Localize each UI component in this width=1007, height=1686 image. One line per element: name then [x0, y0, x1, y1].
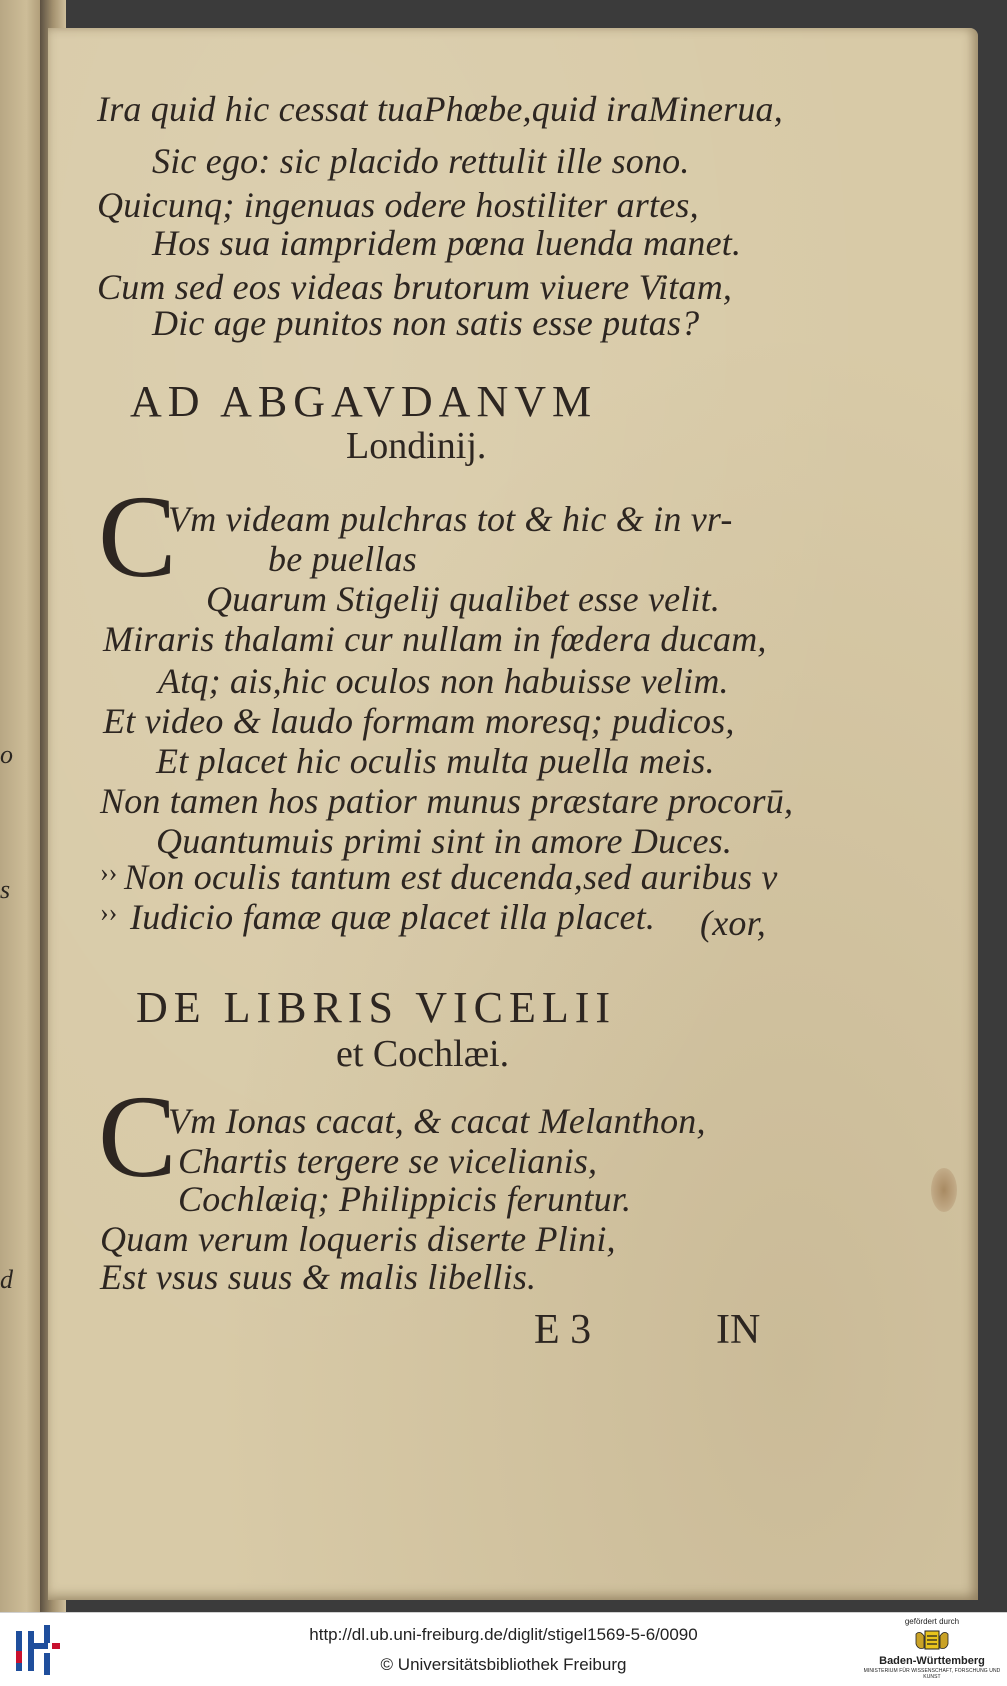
verse-line: Et placet hic oculis multa puella meis. [156, 741, 715, 781]
left-page-fragment: d [0, 1265, 13, 1294]
permalink-url[interactable]: http://dl.ub.uni-freiburg.de/diglit/stigel1569-5-6/0090 [309, 1625, 698, 1644]
verse-line: Quantumuis primi sint in amore Duces. [156, 821, 733, 861]
left-page-fragment: o [0, 740, 13, 769]
verse-line: Atq; ais,hic oculos non habuisse velim. [158, 661, 729, 701]
section-heading: AD ABGAVDANVM [130, 377, 598, 426]
verse-line: Sic ego: sic placido rettulit ille sono. [152, 141, 690, 181]
verse-turnover: (xor, [700, 903, 766, 943]
verse-line: Est vsus suus & malis libellis. [100, 1257, 537, 1297]
section-subheading: et Cochlæi. [336, 1033, 510, 1075]
quotation-mark: ›› [100, 858, 118, 887]
verse-line: Chartis tergere se vicelianis, [178, 1141, 598, 1181]
verse-line: Quicunq; ingenuas odere hostiliter artes, [97, 185, 699, 225]
copyright-notice: © Universitätsbibliothek Freiburg [380, 1655, 627, 1674]
verse-line: Quam verum loqueris diserte Plini, [100, 1219, 616, 1259]
verse-line: Miraris thalami cur nullam in fœdera ducam, [103, 619, 767, 659]
verse-line: Non oculis tantum est ducenda,sed auribus v [124, 857, 778, 897]
verse-line: Non tamen hos patior munus præstare procorū, [100, 781, 794, 821]
section-heading: DE LIBRIS VICELII [136, 983, 617, 1032]
paper-stain [931, 1168, 957, 1212]
funder-name: Baden-Württemberg [879, 1655, 985, 1667]
signature-mark: E 3 [534, 1307, 592, 1353]
verse-line: be puellas [268, 539, 417, 579]
verse-line: Ira quid hic cessat tuaPhœbe,quid iraMinerua, [97, 89, 783, 129]
drop-cap: C [98, 471, 177, 602]
coat-of-arms-icon [912, 1628, 952, 1654]
section-subheading: Londinij. [346, 425, 487, 467]
verse-line: Iudicio famæ quæ placet illa placet. [130, 897, 656, 937]
verse-line: Cochlæiq; Philippicis feruntur. [178, 1179, 632, 1219]
left-page-edge [0, 0, 44, 1612]
viewer-footer [0, 1612, 1007, 1686]
verse-line: Dic age punitos non satis esse putas? [152, 303, 700, 343]
verse-line: Vm videam pulchras tot & hic & in vr- [168, 499, 733, 539]
verse-line: Hos sua iampridem pœna luenda manet. [152, 223, 742, 263]
verse-line: Et video & laudo formam moresq; pudicos, [103, 701, 735, 741]
funder-badge [862, 1617, 1002, 1683]
verse-line: Quarum Stigelij qualibet esse velit. [206, 579, 721, 619]
drop-cap: C [98, 1071, 177, 1202]
catchword: IN [716, 1307, 761, 1353]
verse-line: Cum sed eos videas brutorum viuere Vitam, [97, 267, 733, 307]
funder-ministry: MINISTERIUM FÜR WISSENSCHAFT, FORSCHUNG UND KUNST [863, 1668, 1001, 1680]
verse-line: Vm Ionas cacat, & cacat Melanthon, [168, 1101, 706, 1141]
funder-label: gefördert durch [904, 1617, 960, 1626]
left-page-fragment: s [0, 875, 11, 904]
quotation-mark: ›› [100, 898, 118, 927]
